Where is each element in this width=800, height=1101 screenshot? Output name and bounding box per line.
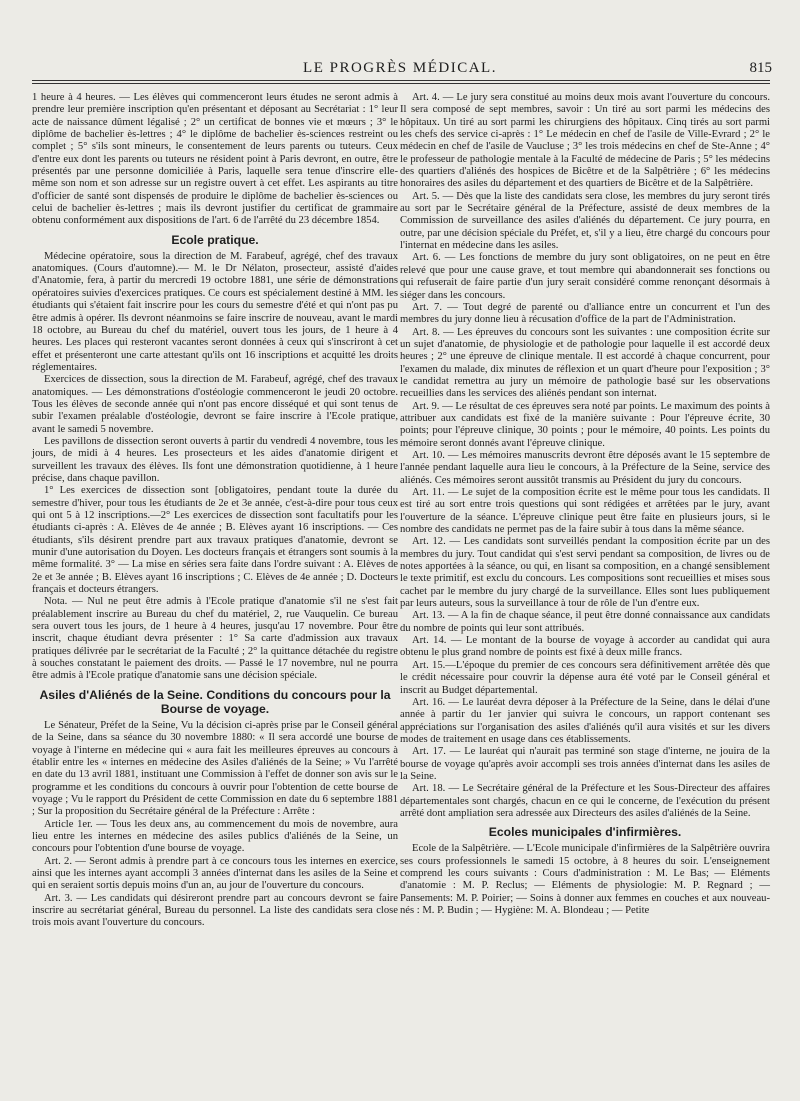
paragraph-exercices-dissection: Exercices de dissection, sous la direction de M. Farabeuf, agrégé, chef des travaux anatomiques. — Les démonstrations d'ostéologie commenceront le jeudi 20 octobre. Tous les élèves de seconde année qui n'ont pas encore disséqué et qui sont tenus de subir l'examen préalable d'ostéologie, devront se faire inscrire à l'Ecole pratique, avant le samedi 5 novembre. <box>32 374 398 435</box>
header-rule <box>32 80 770 81</box>
paragraph-article-18: Art. 18. — Le Secrétaire général de la Préfecture et les Sous-Directeur des affaires départementales sont chargés, chacun en ce qui le concerne, de l'exécution du présent arrêté dont ampliation sera adressée aux Directeurs des asiles d'aliénés de la Seine. <box>400 783 770 819</box>
paragraph-article-10: Art. 10. — Les mémoires manuscrits devront être déposés avant le 15 septembre de l'année pendant laquelle aura lieu le concours, à la Préfecture de la Seine, service des aliénés. Ces mémoires seront aussitôt transmis au Président du jury du concours. <box>400 449 770 486</box>
paragraph-article-4: Art. 4. — Le jury sera constitué au moins deux mois avant l'ouverture du concours. Il sera composé de sept membres, savoir : Un tiré au sort parmi les médecins des hôpitaux. Un tiré au sort parmi les chirurgiens des hôpitaux. Cinq tirés au sort parmi les chefs des service ci-après : 1° Le médecin en chef de l'asile de Ville-Evrard ; 2° le médecin en chef de l'asile de Vaucluse ; 3° les trois médecins en chef de Ste-Anne ; 4° le professeur de pathologie mentale à la Faculté de médecine de Paris ; 5° les médecins des quartiers d'aliénés des hospices de Bicêtre et de la Salpêtrière ; 6° les médecins honoraires des asiles du département et des quartiers de Bicêtre et de la Salpêtrière. <box>400 92 770 190</box>
paragraph-article-12: Art. 12. — Les candidats sont surveillés pendant la composition écrite par un des membres du jury. Tout candidat qui s'est servi pendant sa composition, de livres ou de notes apportées à la séance, ou qui, en lisant sa composition, en a changé sensiblement le texte primitif, est exclu du concours. Les compositions sont recueillies et mises sous cachet par le membre du jury chargé de la surveillance. Elles sont lues publiquement par leurs auteurs, sous la surveillance à tour de rôle de l'un d'entre eux. <box>400 536 770 610</box>
paragraph-article-17: Art. 17. — Le lauréat qui n'aurait pas terminé son stage d'interne, ne jouira de la bourse de voyage qu'après avoir accompli ses trois années d'internat dans les asiles de la Seine. <box>400 746 770 782</box>
paragraph-article-3: Art. 3. — Les candidats qui désireront prendre part au concours devront se faire inscrire au secrétariat général, Bureau du personnel. La liste des candidats sera close trois mois avant l'ouverture du concours. <box>32 892 398 929</box>
page-number: 815 <box>749 60 772 76</box>
heading-ecole-pratique: Ecole pratique. <box>171 232 259 247</box>
heading-asiles-alienes: Asiles d'Aliénés de la Seine. Conditions du concours pour la Bourse de voyage. <box>39 687 391 716</box>
paragraph-admission-requirements: 1 heure à 4 heures. — Les élèves qui commenceront leurs études ne seront admis à prendre leur première inscription qu'en présentant et déposant au Secrétariat : 1° leur acte de naissance dûment légalisé ; 2° un certificat de bonnes vie et mœurs ; 3° le diplôme de bachelier ès-lettres ; 4° le diplôme de bachelier ès-sciences restreint ou complet ; 5° s'ils sont mineurs, le consentement de leurs parents ou tuteurs. Ceux d'entre eux dont les parents ou tuteurs ne résident point à Paris devront, en outre, être présentés par une personne domiciliée à Paris, laquelle sera tenue d'inscrire elle-même son nom et son adresse sur un registre ouvert à cet effet. Les aspirants au titre d'officier de santé sont dispensés de produire le diplôme de bachelier ès-sciences ou celui de bachelier ès-lettres ; mais ils devront justifier du certificat de grammaire obtenu conformément aux dispositions de l'art. 6 de l'arrêté du 23 décembre 1854. <box>32 92 398 227</box>
paragraph-nota: Nota. — Nul ne peut être admis à l'Ecole pratique d'anatomie s'il ne s'est fait préalablement inscrire au Bureau du chef du matériel, 2, rue Vauquelin. Ce bureau sera ouvert tous les jours, de 1 heure à 4 heures, jusqu'au 17 novembre. Pour être inscrit, chaque étudiant devra présenter : 1° Sa carte d'admission aux travaux pratiques délivrée par le secrétariat de la Faculté ; 2° la quittance détachée du registre à souches constatant le paiement des droits. — Passé le 17 novembre, nul ne pourra être admis à l'Ecole pratique d'anatomie sans une décision spéciale. <box>32 596 398 682</box>
paragraph-article-2: Art. 2. — Seront admis à prendre part à ce concours tous les internes en exercice, ainsi que les internes ayant accompli 3 années d'internat dans les asiles de la Seine et qui en seraient sortis depuis moins d'un an, au jour de l'ouverture du concours. <box>32 855 398 892</box>
paragraph-ecole-salpetriere: Ecole de la Salpêtrière. — L'Ecole municipale d'infirmières de la Salpêtrière ouvrira ses cours professionnels le samedi 15 octobre, à 8 heures du soir. L'enseignement comprend les cours suivants : Cours d'administration : M. Le Bas; — Eléments d'anatomie : M. P. Reclus; — Eléments de physiologie: M. P. Regnard ; — Pansements: M. P. Poirier; — Soins à donner aux femmes en couches et aux nouveau-nés : M. P. Budin ; — Hygiène: M. A. Blondeau ; — Petite <box>400 843 770 916</box>
paragraph-dissection-rules: 1° Les exercices de dissection sont [obligatoires, pendant toute la durée du semestre d'hiver, pour tous les étudiants de 2e et 3e année, c'est-à-dire pour tous ceux qui ont 5 à 12 inscriptions.—2° Les exercices de dissection sont facultatifs pour les étudiants ci-après : A. Elèves de 4e année ; B. Elèves ayant 16 inscriptions. — Ces étudiants, s'ils désirent prendre part aux travaux pratiques d'anatomie, devront se munir d'une autorisation du Doyen. Les docteurs français et étrangers sont soumis à la même formalité. 3° — La mise en séries sera faite dans l'ordre suivant : A. Elèves de 2e et 3e année ; B. Elèves ayant 16 inscriptions ; C. Elèves de 4e année ; D. Docteurs français et docteurs étrangers. <box>32 485 398 596</box>
paragraph-article-16: Art. 16. — Le lauréat devra déposer à la Préfecture de la Seine, dans le délai d'une année à partir du 1er janvier qui suivra le concours, un rapport contenant ses appréciations sur l'organisation des asiles d'aliénés qu'il aura visités et sur les divers modes de traitement en usage dans ces établissements. <box>400 696 770 745</box>
paragraph-senateur-decision: Le Sénateur, Préfet de la Seine, Vu la décision ci-après prise par le Conseil général de la Seine, dans sa séance du 30 novembre 1880: « Il sera accordé une bourse de voyage à l'interne en médecine qui « aura fait les meilleures épreuves au concours à établir entre les « internes en médecine des Asiles d'aliénés de la Seine; » Vu l'arrêté en date du 13 avril 1881, instituant une Commission à l'effet de donner son avis sur le programme et les conditions du concours à ouvrir pour l'obtention de cette bourse de voyage ; Vu le rapport du Président de cette Commission en date du 6 septembre 1881 ; Sur la proposition du Secrétaire général de la Préfecture : Arrête : <box>32 719 398 818</box>
paragraph-article-5: Art. 5. — Dès que la liste des candidats sera close, les membres du jury seront tirés au sort par le Secrétaire général de la Préfecture, assisté de deux membres de la Commission de surveillance des asiles d'aliénés du département. Ce jury pourra, en outre, par une décision spéciale du Préfet, et, s'il y a lieu, être chargé du concours pour l'internat en médecine dans les asiles. <box>400 190 770 252</box>
paragraph-article-14: Art. 14. — Le montant de la bourse de voyage à accorder au candidat qui aura obtenu le plus grand nombre de points est fixé à deux mille francs. <box>400 635 770 659</box>
paragraph-article-13: Art. 13. — A la fin de chaque séance, il peut être donné connaissance aux candidats du nombre de points qui leur sont attribués. <box>400 610 770 634</box>
paragraph-article-9: Art. 9. — Le résultat de ces épreuves sera noté par points. Le maximum des points à attribuer aux candidats est fixé de la manière suivante : Pour l'épreuve écrite, 30 points; pour l'épreuve clinique, 30 points ; pour le mémoire, 40 points. Les points du mémoire seront donnés avant l'épreuve clinique. <box>400 400 770 449</box>
left-column <box>32 92 398 930</box>
paragraph-pavillons: Les pavillons de dissection seront ouverts à partir du vendredi 4 novembre, tous les jours, de midi à 4 heures. Les prosecteurs et les aides d'anatomie dirigent et surveillent les travaux des élèves. Ils font une démonstration quotidienne, à 1 heure précise, dans chaque pavillon. <box>32 435 398 484</box>
header-rule-thin <box>32 83 770 84</box>
journal-title: LE PROGRÈS MÉDICAL. <box>303 60 497 76</box>
right-column <box>400 92 770 917</box>
heading-ecoles-infirmieres: Ecoles municipales d'infirmières. <box>488 825 682 840</box>
paragraph-article-15: Art. 15.—L'époque du premier de ces concours sera définitivement arrêtée dès que le crédit nécessaire pour couvrir la dépense aura été voté par le Conseil général et inscrit au Budget départemental. <box>400 659 770 696</box>
paragraph-article-1: Article 1er. — Tous les deux ans, au commencement du mois de novembre, aura lieu entre les internes en médecine des asiles publics d'aliénés de la Seine, un concours pour l'obtention d'une bourse de voyage. <box>32 818 398 855</box>
paragraph-article-7: Art. 7. — Tout degré de parenté ou d'alliance entre un concurrent et l'un des membres du jury donne lieu à récusation d'office de la part de l'Administration. <box>400 301 770 326</box>
paragraph-article-11: Art. 11. — Le sujet de la composition écrite est le même pour tous les candidats. Il est tiré au sort entre trois questions qui sont rédigées et arrêtées par le jury, avant l'ouverture de la séance. L'épreuve clinique peut être faite en plusieurs jours, si le nombre des candidats ne permet pas de la faire subir à tous dans la même séance. <box>400 487 770 536</box>
paragraph-article-8: Art. 8. — Les épreuves du concours sont les suivantes : une composition écrite sur un sujet d'anatomie, de physiologie et de pathologie pour laquelle il est accordé deux heures ; 2° une épreuve de clinique mentale. Il est accordé à chaque concurrent, pour l'examen du malade, dix minutes de réflexion et un quart d'heure pour l'exposition ; 3° le candidat remettra au jury un mémoire de pathologie basé sur les observations recueillies dans les services des aliénés pendant son internat. <box>400 326 770 400</box>
paragraph-medecine-operatoire: Médecine opératoire, sous la direction de M. Farabeuf, agrégé, chef des travaux anatomiques. (Cours d'automne).— M. le Dr Nélaton, prosecteur, assisté d'aides d'Anatomie, fera, à partir du mercredi 19 octobre 1881, une série de démonstrations opératoires suivies d'exercices pratiques. Ce cours est spécialement destiné à MM. les étudiants qui s'étaient fait inscrire pour les cours du semestre d'été et qui n'ont pas pu être admis à opérer. Ils devront néanmoins se faire inscrire de nouveau, avant le mardi 18 octobre, au Bureau du chef du matériel, ouvert tous les jours, de 1 heure à 4 heures. Les places qui resteront vacantes seront données à ceux qui s'inscriront à cet effet et présenteront une carte attestant qu'ils ont 16 inscriptions et acquitté les droits réglementaires. <box>32 250 398 373</box>
paragraph-article-6: Art. 6. — Les fonctions de membre du jury sont obligatoires, on ne peut en être relevé que pour une cause grave, et tout membre qui abandonnerait ses fonctions ou qui refuserait de faire partie d'un jury serait considéré comme renonçant désormais à siéger dans les concours. <box>400 252 770 301</box>
